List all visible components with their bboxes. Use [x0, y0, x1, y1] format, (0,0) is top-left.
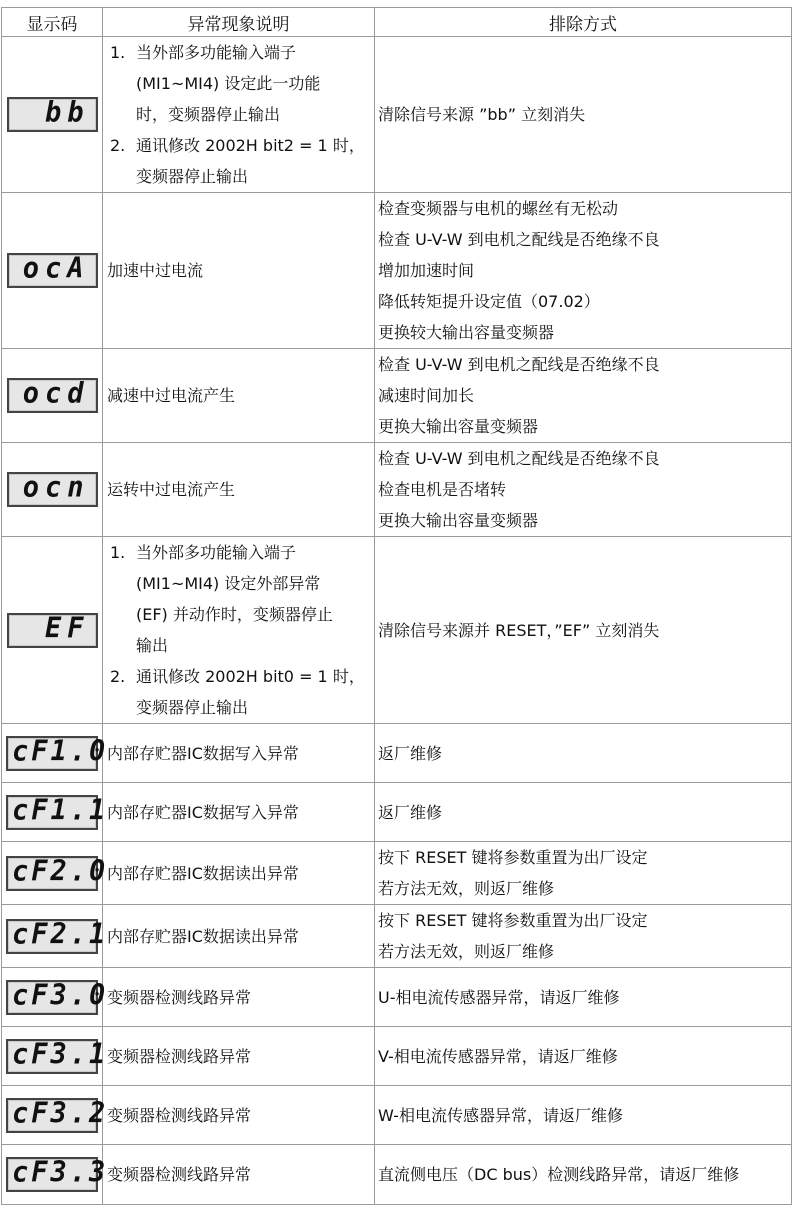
remedy-line: 清除信号来源并 RESET，”EF” 立刻消失 [378, 620, 660, 640]
description-cell [103, 1145, 375, 1205]
description-cell [103, 783, 375, 842]
remedy-cell [375, 1027, 792, 1086]
description-cell [103, 37, 375, 193]
description-cell [103, 968, 375, 1027]
remedy-cell [375, 537, 792, 724]
lcd-code-text: cF3.0 [12, 978, 109, 1012]
lcd-display [6, 1156, 109, 1192]
display-code-cell [2, 349, 103, 443]
remedy-line: 返厂维修 [378, 802, 443, 822]
description-text: 内部存贮器IC数据读出异常 [107, 863, 299, 883]
table-row [2, 1027, 792, 1086]
description-text: 变频器检测线路异常 [107, 1105, 252, 1125]
display-code-cell [2, 537, 103, 724]
list-item-number: 1. [110, 43, 126, 62]
list-item-number: 1. [110, 543, 126, 562]
description-line: (MI1~MI4) 设定外部异常 [136, 574, 321, 593]
remedy-line: 检查 U-V-W 到电机之配线是否绝缘不良 [378, 449, 660, 468]
display-code-cell [2, 968, 109, 1027]
description-text: 减速中过电流产生 [107, 386, 236, 405]
description-text: 内部存贮器IC数据写入异常 [107, 802, 299, 822]
display-code-cell [2, 783, 109, 842]
display-code-cell [2, 724, 109, 783]
table-header-row [2, 8, 792, 37]
lcd-code-text: ocn [22, 471, 90, 504]
lcd-display [7, 97, 98, 132]
description-line: (MI1~MI4) 设定此一功能 [136, 74, 321, 93]
lcd-code-text: ocd [22, 377, 90, 410]
remedy-line: 检查 U-V-W 到电机之配线是否绝缘不良 [378, 230, 660, 249]
remedy-line: 检查变频器与电机的螺丝有无松动 [378, 199, 619, 218]
remedy-cell [375, 37, 792, 193]
table-row [2, 783, 792, 842]
display-code-cell [2, 1086, 109, 1145]
description-text: 内部存贮器IC数据读出异常 [107, 926, 299, 946]
remedy-line: 按下 RESET 键将参数重置为出厂设定 [378, 848, 648, 867]
lcd-display [7, 613, 98, 648]
lcd-display [7, 378, 98, 413]
description-line: 变频器停止输出 [136, 167, 249, 186]
description-list [107, 37, 374, 192]
list-item-number: 2. [110, 136, 126, 155]
header-display-code: 显示码 [2, 8, 103, 37]
lcd-code-text: cF1.1 [12, 793, 109, 827]
remedy-cell [375, 1086, 792, 1145]
description-line: 变频器停止输出 [136, 698, 249, 717]
lcd-code-text: cF2.1 [12, 917, 109, 951]
description-list-item [107, 37, 374, 130]
remedy-line: U-相电流传感器异常，请返厂维修 [378, 987, 620, 1007]
lcd-display [7, 253, 98, 288]
lcd-code-text: cF3.2 [12, 1096, 109, 1130]
lcd-code-text: EF [44, 611, 90, 645]
lcd-code-text: bb [44, 96, 90, 129]
display-code-cell [2, 37, 103, 193]
lcd-display [6, 793, 109, 830]
remedy-line: 若方法无效，则返厂维修 [378, 879, 555, 898]
table-row [2, 1145, 792, 1205]
table-row [2, 537, 792, 724]
header-remedy: 排除方式 [375, 8, 792, 37]
remedy-line: 更换大输出容量变频器 [378, 417, 539, 436]
description-text: 内部存贮器IC数据写入异常 [107, 743, 299, 763]
description-text: 加速中过电流 [107, 261, 204, 280]
remedy-line: V-相电流传感器异常，请返厂维修 [378, 1046, 618, 1066]
display-code-cell [2, 1027, 109, 1086]
table-row [2, 724, 792, 783]
description-cell [103, 724, 375, 783]
description-cell [103, 905, 375, 968]
display-code-cell [2, 842, 109, 905]
remedy-line: 减速时间加长 [378, 386, 475, 405]
description-cell [103, 537, 375, 724]
remedy-cell [375, 905, 792, 968]
lcd-code-text: cF3.1 [12, 1037, 109, 1071]
table-row [2, 968, 792, 1027]
remedy-cell [375, 968, 792, 1027]
remedy-cell [375, 724, 792, 783]
lcd-code-text: cF2.0 [12, 854, 109, 888]
table-row [2, 349, 792, 443]
remedy-cell [375, 349, 792, 443]
description-cell [103, 443, 375, 537]
table-row [2, 905, 792, 968]
remedy-cell [375, 193, 792, 349]
lcd-display [6, 978, 109, 1015]
table-row [2, 443, 792, 537]
description-list-item [107, 661, 374, 723]
lcd-display [6, 1096, 109, 1133]
description-line: (EF) 并动作时，变频器停止 [136, 605, 333, 624]
remedy-line: 检查电机是否堵转 [378, 480, 507, 499]
display-code-cell [2, 905, 109, 968]
fault-code-table [1, 7, 792, 1205]
description-list-item [107, 537, 374, 661]
table-row [2, 842, 792, 905]
remedy-line: 更换较大输出容量变频器 [378, 323, 555, 342]
lcd-display [6, 917, 109, 954]
remedy-cell [375, 1145, 792, 1205]
remedy-cell [375, 443, 792, 537]
lcd-display [6, 734, 109, 771]
display-code-cell [2, 443, 103, 537]
remedy-line: 更换大输出容量变频器 [378, 511, 539, 530]
header-description: 异常现象说明 [103, 8, 375, 37]
description-line: 输出 [136, 636, 169, 655]
description-text: 变频器检测线路异常 [107, 1046, 252, 1066]
description-line: 通讯修改 2002H bit0 = 1 时， [136, 667, 365, 686]
lcd-display [6, 1037, 109, 1074]
description-line: 通讯修改 2002H bit2 = 1 时， [136, 136, 365, 155]
description-text: 运转中过电流产生 [107, 480, 236, 499]
description-line: 时，变频器停止输出 [136, 105, 281, 124]
description-line: 当外部多功能输入端子 [136, 43, 297, 62]
lcd-display [7, 472, 98, 507]
remedy-line: 返厂维修 [378, 743, 443, 763]
lcd-code-text: ocA [22, 252, 90, 285]
table-row [2, 37, 792, 193]
list-item-number: 2. [110, 667, 126, 686]
remedy-cell [375, 842, 792, 905]
remedy-line: 清除信号来源 ”bb” 立刻消失 [378, 105, 586, 124]
description-list-item [107, 130, 374, 192]
description-text: 变频器检测线路异常 [107, 987, 252, 1007]
description-cell [103, 193, 375, 349]
display-code-cell [2, 193, 103, 349]
remedy-line: 直流侧电压（DC bus）检测线路异常，请返厂维修 [378, 1165, 740, 1184]
remedy-line: 增加加速时间 [378, 261, 475, 280]
description-cell [103, 1027, 375, 1086]
remedy-line: 按下 RESET 键将参数重置为出厂设定 [378, 911, 648, 930]
table-row [2, 1086, 792, 1145]
description-text: 变频器检测线路异常 [107, 1165, 252, 1184]
description-cell [103, 842, 375, 905]
description-cell [103, 1086, 375, 1145]
remedy-line: 降低转矩提升设定值（07.02） [378, 292, 600, 311]
description-cell [103, 349, 375, 443]
remedy-cell [375, 783, 792, 842]
table-row [2, 193, 792, 349]
lcd-code-text: cF3.3 [12, 1156, 109, 1189]
lcd-code-text: cF1.0 [12, 734, 109, 768]
remedy-line: 若方法无效，则返厂维修 [378, 942, 555, 961]
remedy-line: W-相电流传感器异常，请返厂维修 [378, 1105, 623, 1125]
lcd-display [6, 854, 109, 891]
display-code-cell [2, 1145, 109, 1205]
description-list [107, 537, 374, 723]
description-line: 当外部多功能输入端子 [136, 543, 297, 562]
remedy-line: 检查 U-V-W 到电机之配线是否绝缘不良 [378, 355, 660, 374]
